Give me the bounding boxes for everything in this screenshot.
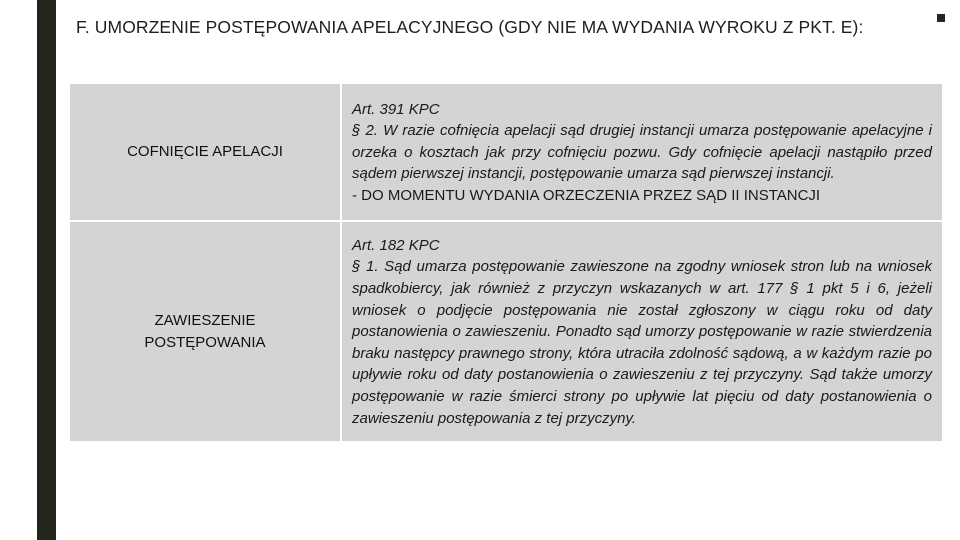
row-label: ZAWIESZENIE POSTĘPOWANIA <box>144 311 266 351</box>
row-label-cell <box>69 83 341 221</box>
article-reference: Art. 182 KPC <box>352 236 440 254</box>
article-note: - DO MOMENTU WYDANIA ORZECZENIA PRZEZ SĄD II INSTANCJI <box>352 186 821 204</box>
article-reference: Art. 391 KPC <box>352 100 440 118</box>
row-label-cell <box>69 221 341 442</box>
article-text: § 1. Sąd umarza postępowanie zawieszone na zgodny wniosek stron lub na wniosek spadkobiercy, jak również z przyczyn wskazanych w art. 177 § 1 pkt 5 i 6, jeżeli wniosek o podjęcie postępowania nie został zgłoszony w ciągu roku od daty postanowienia o zawieszeniu. Ponadto sąd umorzy postępowanie w razie stwierdzenia braku następcy prawnego strony, która utraciła zdolność sądową, a w każdym razie po upływie roku od daty postanowienia o zawieszeniu z tej przyczyny. Sąd także umorzy postępowanie w razie śmierci strony po upływie lat pięciu od daty postanowienia o zawieszeniu postępowania z tej przyczyny. <box>352 258 932 427</box>
corner-square-decoration <box>937 14 945 22</box>
content-table <box>68 82 944 443</box>
table-row <box>69 221 943 442</box>
row-content-cell <box>341 83 943 221</box>
row-content-cell <box>341 221 943 442</box>
row-label: COFNIĘCIE APELACJI <box>127 143 283 160</box>
slide-title: F. UMORZENIE POSTĘPOWANIA APELACYJNEGO (GDY NIE MA WYDANIA WYROKU Z PKT. E): <box>76 17 864 37</box>
accent-bar <box>37 0 56 540</box>
article-text: § 2. W razie cofnięcia apelacji sąd drugiej instancji umarza postępowanie apelacyjne i orzeka o kosztach jak przy cofnięciu pozwu. Gdy cofnięcie apelacji nastąpiło przed sądem pierwszej instancji, postępowanie umarza sąd pierwszej instancji. <box>352 122 932 183</box>
table-row <box>69 83 943 221</box>
